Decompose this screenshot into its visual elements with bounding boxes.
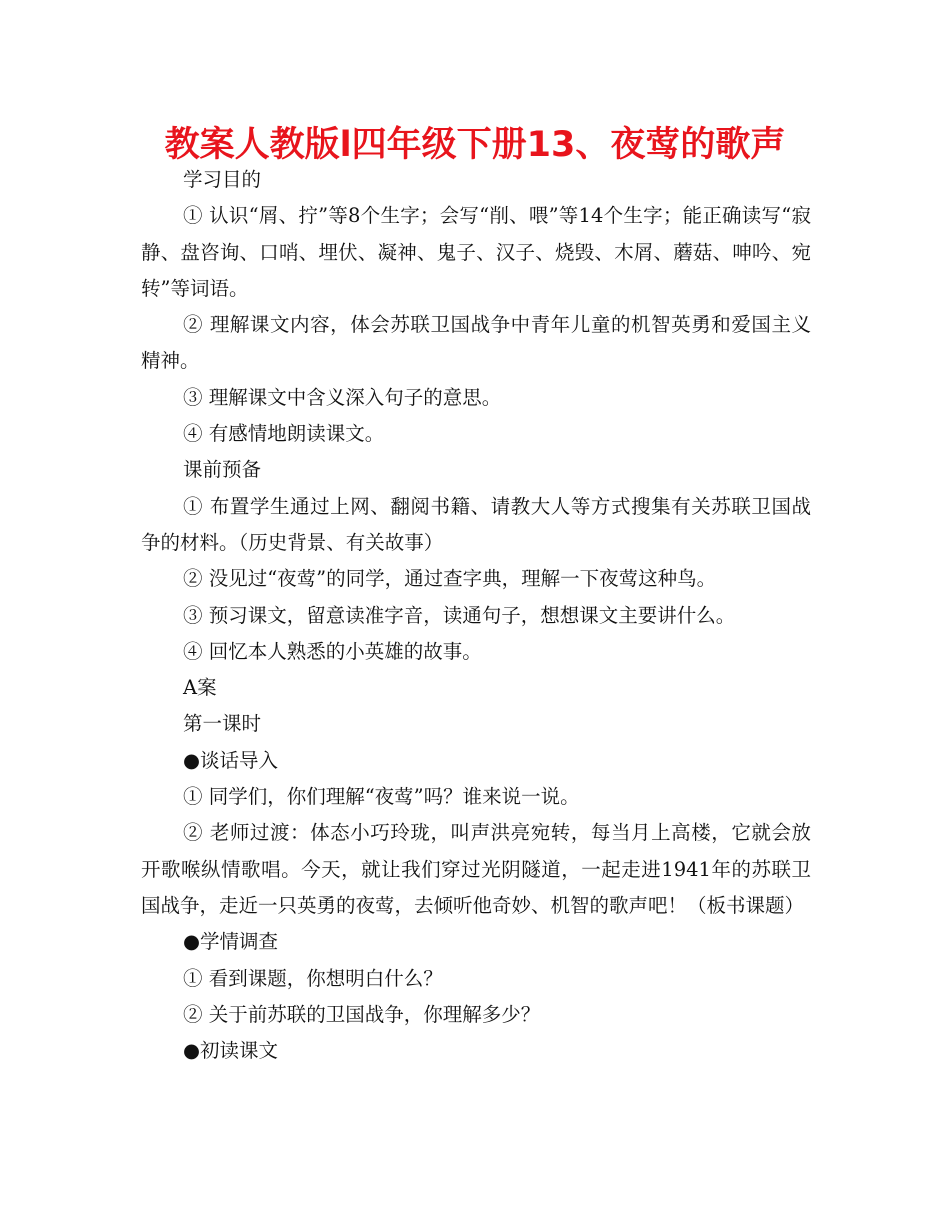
paragraph: ② 没见过“夜莺”的同学，通过查字典，理解一下夜莺这种鸟。 bbox=[183, 567, 717, 591]
paragraph: ② 理解课文内容，体会苏联卫国战争中青年儿童的机智英勇和爱国主义精神。 bbox=[141, 313, 811, 373]
bullet-heading-survey: ●学情调查 bbox=[183, 930, 279, 954]
paragraph: ③ 理解课文中含义深入句子的意思。 bbox=[183, 385, 502, 409]
section-heading-preparation: 课前预备 bbox=[183, 458, 262, 482]
section-heading-objectives: 学习目的 bbox=[183, 168, 262, 191]
paragraph: ① 看到课题，你想明白什么？ bbox=[183, 966, 443, 990]
paragraph: ② 关于前苏联的卫国战争，你理解多少？ bbox=[183, 1002, 541, 1026]
section-heading-first-lesson: 第一课时 bbox=[183, 712, 262, 736]
paragraph: ③ 预习课文，留意读准字音，读通句子，想想课文主要讲什么。 bbox=[183, 603, 736, 627]
paragraph: ② 老师过渡：体态小巧玲珑，叫声洪亮宛转，每当月上高楼，它就会放开歌喉纵情歌唱。今天，就让我们穿过光阴隧道，一起走进1941年的苏联卫国战争，走近一只英勇的夜莺，去倾听他奇妙、机智的歌声吧！（板书课题） bbox=[141, 821, 811, 917]
paragraph: ① 布置学生通过上网、翻阅书籍、请教大人等方式搜集有关苏联卫国战争的材料。（历史背景、有关故事） bbox=[141, 494, 811, 554]
paragraph: ① 同学们，你们理解“夜莺”吗？谁来说一说。 bbox=[183, 785, 580, 809]
paragraph: ④ 回忆本人熟悉的小英雄的故事。 bbox=[183, 639, 482, 663]
bullet-heading-first-reading: ●初读课文 bbox=[183, 1039, 279, 1063]
section-heading-plan-a: A案 bbox=[183, 676, 217, 700]
paragraph: ④ 有感情地朗读课文。 bbox=[183, 422, 385, 446]
bullet-heading-intro: ●谈话导入 bbox=[183, 748, 279, 772]
paragraph: ① 认识“屑、拧”等8个生字；会写“削、喂”等14个生字；能正确读写“寂静、盘咨询、口哨、埋伏、凝神、鬼子、汉子、烧毁、木屑、蘑菇、呻吟、宛转”等词语。 bbox=[141, 204, 811, 300]
document-title: 教案人教版l四年级下册13、夜莺的歌声 bbox=[164, 125, 786, 165]
document-body bbox=[141, 162, 811, 1069]
